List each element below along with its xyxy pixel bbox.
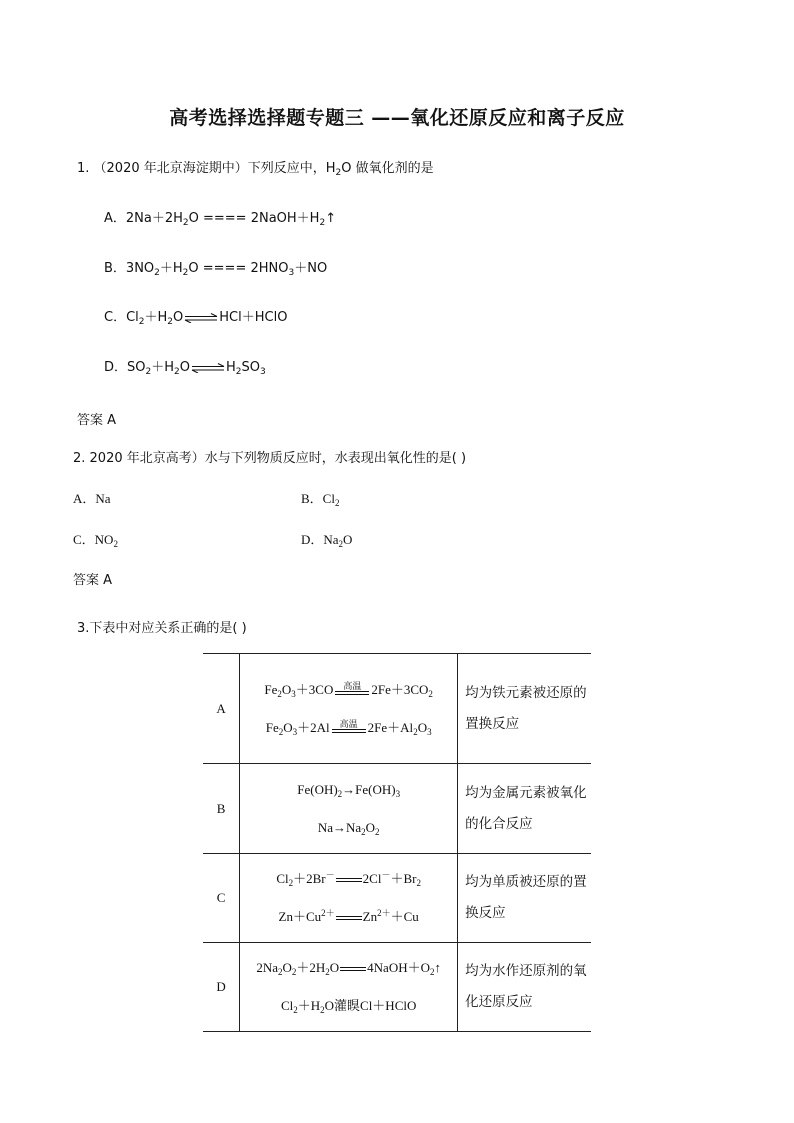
q2-option-a: A．Na	[73, 491, 111, 506]
q2-option-c: C．$NO_2$	[73, 532, 118, 549]
q1-option-d: D．$SO_2+H_2O$ $H_2SO_3$	[104, 360, 266, 377]
q1-option-c: C．$Cl_2+H_2O$ HCl＋HClO	[104, 310, 288, 327]
q1-stem: 1. （2020 年北京海淀期中）下列反应中，$H_2O$ 做氧化剂的是	[77, 161, 434, 178]
equation: $Fe_2O_3+3CO$ 高温 $2Fe+3CO_2$	[264, 680, 433, 699]
high-temp-arrow-icon: 高温	[335, 685, 369, 697]
table-row	[203, 943, 591, 1032]
description-cell: 均为铁元素被还原的置换反应	[458, 654, 591, 764]
equals-sign-icon	[340, 967, 366, 971]
row-label: A	[203, 654, 240, 764]
equations-cell	[240, 943, 458, 1032]
description-cell: 均为金属元素被氧化的化合反应	[458, 764, 591, 854]
row-label: B	[203, 764, 240, 854]
q3-stem: 3.下表中对应关系正确的是( )	[77, 621, 247, 636]
table-row	[203, 654, 591, 764]
equations-cell	[240, 654, 458, 764]
equation: $2Na_2O_2+2H_2O$ $4NaOH+O_2↑$	[256, 960, 441, 977]
reversible-arrow-icon	[184, 313, 218, 323]
row-label: D	[203, 943, 240, 1032]
table-row	[203, 854, 591, 943]
equation: $Fe_2O_3+2Al$ 高温 $2Fe+Al_2O_3$	[265, 718, 432, 737]
reversible-arrow-icon	[191, 363, 225, 373]
equation: $Na\to Na_2O_2$	[317, 819, 380, 837]
equals-sign-icon	[336, 916, 362, 920]
reaction-table	[203, 653, 591, 1032]
q1-answer: 答案 A	[77, 413, 117, 428]
description-cell: 均为单质被还原的置换反应	[458, 854, 591, 943]
equation: $Zn+Cu^{2+}$ $Zn^{2+}+Cu$	[278, 908, 419, 924]
equation: $Cl_2+H_2O$灌瞁Cl＋HClO	[280, 998, 417, 1015]
equals-sign-icon	[336, 878, 362, 882]
table-row	[203, 764, 591, 854]
equations-cell	[240, 764, 458, 854]
equation: $Fe(OH)_2\to Fe(OH)_3$	[297, 781, 401, 799]
high-temp-arrow-icon: 高温	[332, 723, 366, 735]
equation: $Cl_2+2Br^-$ $2Cl^-+Br_2$	[276, 870, 421, 888]
equations-cell	[240, 854, 458, 943]
description-cell: 均为水作还原剂的氧化还原反应	[458, 943, 591, 1032]
q2-option-b: B．$Cl_2$	[301, 491, 340, 508]
q2-option-d: D．$Na_2O$	[301, 532, 353, 549]
q1-option-b: B．$3NO_2+H_2O$ ==== $2HNO_3+NO$	[104, 261, 328, 278]
row-label: C	[203, 854, 240, 943]
page-title: 高考选择选择题专题三 ——氧化还原反应和离子反应	[169, 107, 625, 129]
q1-option-a: A．$2Na+2H_2O$ ==== $2NaOH+H_2↑$	[104, 211, 337, 228]
q2-stem: 2. 2020 年北京高考）水与下列物质反应时，水表现出氧化性的是( )	[73, 451, 467, 466]
q2-answer: 答案 A	[73, 573, 113, 588]
